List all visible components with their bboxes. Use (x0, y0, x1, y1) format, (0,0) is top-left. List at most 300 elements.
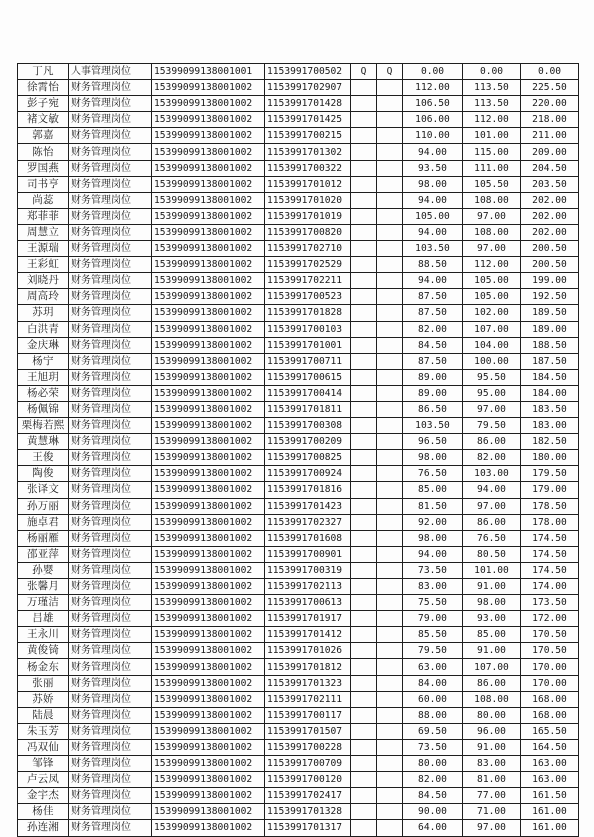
candidate-name-cell: 彭子宛 (18, 96, 69, 112)
flag-cell-2 (377, 820, 403, 836)
candidate-name-cell: 杨丽雁 (18, 530, 69, 546)
flag-cell-2 (377, 176, 403, 192)
exam-id-cell: 1153991700414 (265, 385, 351, 401)
post-name-cell: 财务管理岗位 (69, 691, 152, 707)
score-2-cell: 105.00 (463, 289, 521, 305)
score-2-cell: 79.50 (463, 418, 521, 434)
score-2-cell: 97.00 (463, 401, 521, 417)
score-2-cell: 81.00 (463, 772, 521, 788)
flag-cell-1 (351, 192, 377, 208)
exam-id-cell: 1153991700711 (265, 353, 351, 369)
exam-id-cell: 1153991702211 (265, 273, 351, 289)
exam-id-cell: 1153991701608 (265, 530, 351, 546)
post-name-cell: 财务管理岗位 (69, 707, 152, 723)
table-row (18, 305, 579, 321)
flag-cell-1 (351, 772, 377, 788)
flag-cell-1 (351, 80, 377, 96)
candidate-name-cell: 王永川 (18, 627, 69, 643)
flag-cell-1 (351, 96, 377, 112)
post-name-cell: 财务管理岗位 (69, 562, 152, 578)
candidate-name-cell: 郑菲菲 (18, 208, 69, 224)
total-score-cell: 161.00 (521, 804, 579, 820)
position-code-cell: 15399099138001002 (152, 659, 265, 675)
flag-cell-2 (377, 788, 403, 804)
flag-cell-1 (351, 756, 377, 772)
position-code-cell: 15399099138001002 (152, 241, 265, 257)
flag-cell-1 (351, 804, 377, 820)
flag-cell-1 (351, 498, 377, 514)
total-score-cell: 187.50 (521, 353, 579, 369)
flag-cell-2 (377, 241, 403, 257)
total-score-cell: 180.00 (521, 450, 579, 466)
table-row (18, 112, 579, 128)
position-code-cell: 15399099138001002 (152, 498, 265, 514)
table-row (18, 643, 579, 659)
score-2-cell: 103.00 (463, 466, 521, 482)
position-code-cell: 15399099138001002 (152, 595, 265, 611)
total-score-cell: 225.50 (521, 80, 579, 96)
position-code-cell: 15399099138001002 (152, 707, 265, 723)
post-name-cell: 财务管理岗位 (69, 208, 152, 224)
total-score-cell: 163.00 (521, 772, 579, 788)
post-name-cell: 财务管理岗位 (69, 305, 152, 321)
score-2-cell: 113.50 (463, 80, 521, 96)
position-code-cell: 15399099138001002 (152, 739, 265, 755)
total-score-cell: 192.50 (521, 289, 579, 305)
score-2-cell: 101.00 (463, 128, 521, 144)
table-row (18, 160, 579, 176)
total-score-cell: 178.00 (521, 514, 579, 530)
score-2-cell: 83.00 (463, 756, 521, 772)
flag-cell-1 (351, 241, 377, 257)
table-body (18, 64, 579, 837)
post-name-cell: 财务管理岗位 (69, 579, 152, 595)
candidate-name-cell: 杨佩锦 (18, 401, 69, 417)
score-1-cell: 87.50 (403, 305, 463, 321)
position-code-cell: 15399099138001002 (152, 482, 265, 498)
flag-cell-1 (351, 546, 377, 562)
flag-cell-2: Q (377, 64, 403, 80)
exam-id-cell: 1153991700308 (265, 418, 351, 434)
exam-id-cell: 1153991701425 (265, 112, 351, 128)
candidate-name-cell: 刘晓丹 (18, 273, 69, 289)
score-1-cell: 94.00 (403, 144, 463, 160)
exam-id-cell: 1153991701317 (265, 820, 351, 836)
table-row (18, 353, 579, 369)
table-row (18, 595, 579, 611)
exam-id-cell: 1153991702907 (265, 80, 351, 96)
flag-cell-1 (351, 788, 377, 804)
post-name-cell: 财务管理岗位 (69, 659, 152, 675)
exam-id-cell: 1153991701019 (265, 208, 351, 224)
total-score-cell: 165.50 (521, 723, 579, 739)
total-score-cell: 189.00 (521, 321, 579, 337)
score-1-cell: 105.00 (403, 208, 463, 224)
candidate-name-cell: 王俊 (18, 450, 69, 466)
total-score-cell: 178.50 (521, 498, 579, 514)
total-score-cell: 203.50 (521, 176, 579, 192)
position-code-cell: 15399099138001002 (152, 321, 265, 337)
candidate-name-cell: 周高玲 (18, 289, 69, 305)
score-1-cell: 82.00 (403, 321, 463, 337)
total-score-cell: 0.00 (521, 64, 579, 80)
score-2-cell: 97.00 (463, 241, 521, 257)
table-row (18, 675, 579, 691)
table-row (18, 80, 579, 96)
position-code-cell: 15399099138001002 (152, 450, 265, 466)
table-row (18, 707, 579, 723)
table-row (18, 208, 579, 224)
total-score-cell: 204.50 (521, 160, 579, 176)
flag-cell-1 (351, 401, 377, 417)
post-name-cell: 财务管理岗位 (69, 739, 152, 755)
score-table (17, 63, 579, 837)
score-1-cell: 106.00 (403, 112, 463, 128)
table-row (18, 739, 579, 755)
post-name-cell: 财务管理岗位 (69, 192, 152, 208)
flag-cell-1 (351, 627, 377, 643)
score-2-cell: 104.00 (463, 337, 521, 353)
post-name-cell: 财务管理岗位 (69, 401, 152, 417)
position-code-cell: 15399099138001002 (152, 353, 265, 369)
position-code-cell: 15399099138001002 (152, 257, 265, 273)
exam-id-cell: 1153991700228 (265, 739, 351, 755)
table-row (18, 498, 579, 514)
flag-cell-1 (351, 418, 377, 434)
total-score-cell: 200.50 (521, 257, 579, 273)
post-name-cell: 财务管理岗位 (69, 128, 152, 144)
flag-cell-2 (377, 595, 403, 611)
flag-cell-1 (351, 691, 377, 707)
score-1-cell: 85.00 (403, 482, 463, 498)
position-code-cell: 15399099138001002 (152, 176, 265, 192)
post-name-cell: 财务管理岗位 (69, 337, 152, 353)
exam-id-cell: 1153991701323 (265, 675, 351, 691)
post-name-cell: 财务管理岗位 (69, 643, 152, 659)
total-score-cell: 174.50 (521, 562, 579, 578)
exam-id-cell: 1153991702327 (265, 514, 351, 530)
flag-cell-1 (351, 450, 377, 466)
exam-id-cell: 1153991702529 (265, 257, 351, 273)
post-name-cell: 财务管理岗位 (69, 498, 152, 514)
score-2-cell: 77.00 (463, 788, 521, 804)
flag-cell-1 (351, 530, 377, 546)
exam-id-cell: 1153991700117 (265, 707, 351, 723)
total-score-cell: 168.00 (521, 691, 579, 707)
score-2-cell: 107.00 (463, 321, 521, 337)
candidate-name-cell: 周慧立 (18, 224, 69, 240)
exam-id-cell: 1153991700322 (265, 160, 351, 176)
flag-cell-1 (351, 643, 377, 659)
table-row (18, 192, 579, 208)
score-2-cell: 102.00 (463, 305, 521, 321)
table-row (18, 546, 579, 562)
exam-id-cell: 1153991701302 (265, 144, 351, 160)
position-code-cell: 15399099138001002 (152, 305, 265, 321)
flag-cell-2 (377, 128, 403, 144)
position-code-cell: 15399099138001002 (152, 804, 265, 820)
flag-cell-1 (351, 659, 377, 675)
post-name-cell: 财务管理岗位 (69, 804, 152, 820)
table-row (18, 401, 579, 417)
total-score-cell: 174.00 (521, 579, 579, 595)
score-1-cell: 60.00 (403, 691, 463, 707)
score-1-cell: 86.50 (403, 401, 463, 417)
table-row (18, 723, 579, 739)
post-name-cell: 财务管理岗位 (69, 611, 152, 627)
candidate-name-cell: 白洪青 (18, 321, 69, 337)
total-score-cell: 182.50 (521, 434, 579, 450)
total-score-cell: 168.00 (521, 707, 579, 723)
score-2-cell: 93.00 (463, 611, 521, 627)
exam-id-cell: 1153991701917 (265, 611, 351, 627)
position-code-cell: 15399099138001002 (152, 788, 265, 804)
exam-id-cell: 1153991700615 (265, 369, 351, 385)
score-1-cell: 63.00 (403, 659, 463, 675)
candidate-name-cell: 黄慧琳 (18, 434, 69, 450)
exam-id-cell: 1153991701328 (265, 804, 351, 820)
post-name-cell: 财务管理岗位 (69, 176, 152, 192)
exam-id-cell: 1153991701412 (265, 627, 351, 643)
exam-id-cell: 1153991702710 (265, 241, 351, 257)
post-name-cell: 财务管理岗位 (69, 80, 152, 96)
flag-cell-1 (351, 739, 377, 755)
flag-cell-1 (351, 128, 377, 144)
flag-cell-1 (351, 482, 377, 498)
position-code-cell: 15399099138001002 (152, 434, 265, 450)
position-code-cell: 15399099138001002 (152, 160, 265, 176)
total-score-cell: 170.50 (521, 643, 579, 659)
exam-id-cell: 1153991702417 (265, 788, 351, 804)
table-row (18, 627, 579, 643)
candidate-name-cell: 苏娇 (18, 691, 69, 707)
flag-cell-2 (377, 707, 403, 723)
position-code-cell: 15399099138001002 (152, 675, 265, 691)
exam-id-cell: 1153991700820 (265, 224, 351, 240)
total-score-cell: 202.00 (521, 192, 579, 208)
exam-id-cell: 1153991701812 (265, 659, 351, 675)
flag-cell-2 (377, 756, 403, 772)
flag-cell-2 (377, 739, 403, 755)
flag-cell-1 (351, 579, 377, 595)
exam-id-cell: 1153991701811 (265, 401, 351, 417)
position-code-cell: 15399099138001002 (152, 112, 265, 128)
exam-id-cell: 1153991700924 (265, 466, 351, 482)
total-score-cell: 173.50 (521, 595, 579, 611)
score-1-cell: 89.00 (403, 369, 463, 385)
table-row (18, 562, 579, 578)
score-2-cell: 112.00 (463, 257, 521, 273)
candidate-name-cell: 杨必荣 (18, 385, 69, 401)
candidate-name-cell: 吕雄 (18, 611, 69, 627)
exam-id-cell: 1153991700523 (265, 289, 351, 305)
score-2-cell: 101.00 (463, 562, 521, 578)
table-row (18, 257, 579, 273)
candidate-name-cell: 金宇杰 (18, 788, 69, 804)
score-1-cell: 84.50 (403, 337, 463, 353)
score-1-cell: 88.00 (403, 707, 463, 723)
score-1-cell: 98.00 (403, 176, 463, 192)
score-2-cell: 108.00 (463, 224, 521, 240)
exam-id-cell: 1153991700120 (265, 772, 351, 788)
position-code-cell: 15399099138001002 (152, 128, 265, 144)
score-2-cell: 97.00 (463, 208, 521, 224)
score-1-cell: 69.50 (403, 723, 463, 739)
exam-id-cell: 1153991701012 (265, 176, 351, 192)
score-2-cell: 91.00 (463, 739, 521, 755)
position-code-cell: 15399099138001002 (152, 723, 265, 739)
position-code-cell: 15399099138001002 (152, 224, 265, 240)
post-name-cell: 财务管理岗位 (69, 723, 152, 739)
position-code-cell: 15399099138001002 (152, 579, 265, 595)
table-row (18, 579, 579, 595)
position-code-cell: 15399099138001002 (152, 756, 265, 772)
score-2-cell: 85.00 (463, 627, 521, 643)
score-2-cell: 97.00 (463, 498, 521, 514)
candidate-name-cell: 杨金东 (18, 659, 69, 675)
score-2-cell: 95.50 (463, 369, 521, 385)
flag-cell-2 (377, 96, 403, 112)
score-2-cell: 113.50 (463, 96, 521, 112)
flag-cell-2 (377, 772, 403, 788)
table-row (18, 659, 579, 675)
position-code-cell: 15399099138001002 (152, 401, 265, 417)
candidate-name-cell: 张译文 (18, 482, 69, 498)
score-2-cell: 91.00 (463, 579, 521, 595)
table-row (18, 273, 579, 289)
candidate-name-cell: 黄俊锜 (18, 643, 69, 659)
total-score-cell: 209.00 (521, 144, 579, 160)
post-name-cell: 财务管理岗位 (69, 160, 152, 176)
flag-cell-2 (377, 514, 403, 530)
table-row (18, 611, 579, 627)
score-1-cell: 90.00 (403, 804, 463, 820)
position-code-cell: 15399099138001002 (152, 369, 265, 385)
table-row (18, 289, 579, 305)
post-name-cell: 财务管理岗位 (69, 756, 152, 772)
exam-id-cell: 1153991700319 (265, 562, 351, 578)
score-2-cell: 105.00 (463, 273, 521, 289)
candidate-name-cell: 陈怡 (18, 144, 69, 160)
total-score-cell: 183.50 (521, 401, 579, 417)
flag-cell-1 (351, 514, 377, 530)
score-1-cell: 94.00 (403, 224, 463, 240)
score-1-cell: 106.50 (403, 96, 463, 112)
total-score-cell: 184.50 (521, 369, 579, 385)
table-row (18, 369, 579, 385)
score-1-cell: 64.00 (403, 820, 463, 836)
exam-id-cell: 1153991702111 (265, 691, 351, 707)
exam-id-cell: 1153991701001 (265, 337, 351, 353)
exam-id-cell: 1153991700209 (265, 434, 351, 450)
flag-cell-1 (351, 820, 377, 836)
score-1-cell: 76.50 (403, 466, 463, 482)
candidate-name-cell: 朱玉芳 (18, 723, 69, 739)
total-score-cell: 220.00 (521, 96, 579, 112)
position-code-cell: 15399099138001002 (152, 546, 265, 562)
post-name-cell: 财务管理岗位 (69, 514, 152, 530)
candidate-name-cell: 王旭玥 (18, 369, 69, 385)
flag-cell-2 (377, 80, 403, 96)
score-2-cell: 80.50 (463, 546, 521, 562)
score-1-cell: 87.50 (403, 289, 463, 305)
position-code-cell: 15399099138001002 (152, 627, 265, 643)
position-code-cell: 15399099138001001 (152, 64, 265, 80)
table-row (18, 482, 579, 498)
flag-cell-2 (377, 482, 403, 498)
post-name-cell: 财务管理岗位 (69, 273, 152, 289)
score-1-cell: 112.00 (403, 80, 463, 96)
total-score-cell: 184.00 (521, 385, 579, 401)
candidate-name-cell: 徐霄怡 (18, 80, 69, 96)
post-name-cell: 财务管理岗位 (69, 627, 152, 643)
candidate-name-cell: 张丽 (18, 675, 69, 691)
total-score-cell: 183.00 (521, 418, 579, 434)
flag-cell-2 (377, 273, 403, 289)
table-row (18, 337, 579, 353)
score-1-cell: 94.00 (403, 546, 463, 562)
position-code-cell: 15399099138001002 (152, 820, 265, 836)
score-1-cell: 0.00 (403, 64, 463, 80)
score-2-cell: 0.00 (463, 64, 521, 80)
candidate-name-cell: 卢云凤 (18, 772, 69, 788)
score-2-cell: 115.00 (463, 144, 521, 160)
position-code-cell: 15399099138001002 (152, 385, 265, 401)
exam-id-cell: 1153991700103 (265, 321, 351, 337)
score-1-cell: 79.00 (403, 611, 463, 627)
candidate-name-cell: 郭嘉 (18, 128, 69, 144)
total-score-cell: 170.00 (521, 675, 579, 691)
exam-id-cell: 1153991701428 (265, 96, 351, 112)
post-name-cell: 财务管理岗位 (69, 321, 152, 337)
flag-cell-2 (377, 498, 403, 514)
flag-cell-1 (351, 611, 377, 627)
candidate-name-cell: 孙婴 (18, 562, 69, 578)
total-score-cell: 174.50 (521, 530, 579, 546)
candidate-name-cell: 杨佳 (18, 804, 69, 820)
table-row (18, 385, 579, 401)
score-1-cell: 103.50 (403, 418, 463, 434)
flag-cell-2 (377, 321, 403, 337)
exam-id-cell: 1153991701507 (265, 723, 351, 739)
total-score-cell: 170.50 (521, 627, 579, 643)
flag-cell-2 (377, 466, 403, 482)
flag-cell-2 (377, 675, 403, 691)
flag-cell-1 (351, 385, 377, 401)
score-1-cell: 75.50 (403, 595, 463, 611)
post-name-cell: 财务管理岗位 (69, 450, 152, 466)
exam-id-cell: 1153991700901 (265, 546, 351, 562)
table-row (18, 321, 579, 337)
score-1-cell: 73.50 (403, 562, 463, 578)
table-row (18, 64, 579, 80)
exam-id-cell: 1153991701026 (265, 643, 351, 659)
flag-cell-1 (351, 675, 377, 691)
exam-id-cell: 1153991702113 (265, 579, 351, 595)
position-code-cell: 15399099138001002 (152, 562, 265, 578)
flag-cell-2 (377, 385, 403, 401)
candidate-name-cell: 褚文敏 (18, 112, 69, 128)
position-code-cell: 15399099138001002 (152, 611, 265, 627)
flag-cell-2 (377, 160, 403, 176)
table-row (18, 756, 579, 772)
score-1-cell: 94.00 (403, 192, 463, 208)
table-row (18, 788, 579, 804)
flag-cell-1 (351, 595, 377, 611)
post-name-cell: 人事管理岗位 (69, 64, 152, 80)
flag-cell-2 (377, 546, 403, 562)
flag-cell-1 (351, 176, 377, 192)
